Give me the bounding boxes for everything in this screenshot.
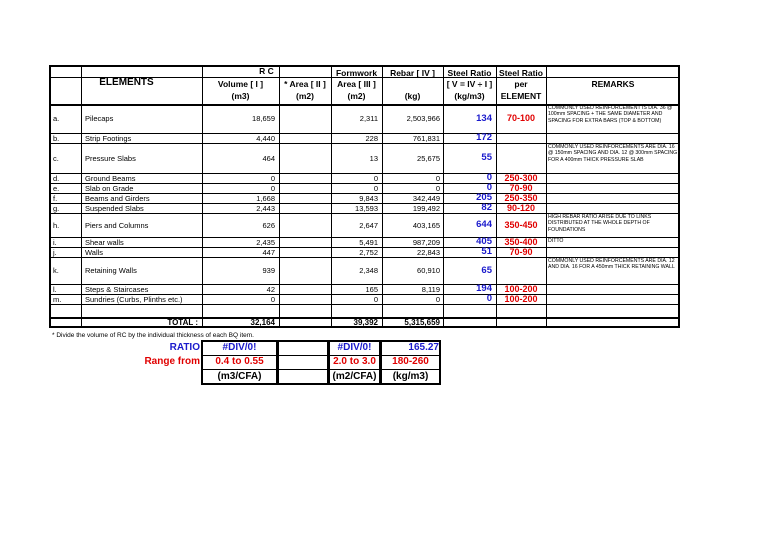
row-code: h.: [53, 220, 60, 230]
blank-ratio-box: [277, 340, 329, 385]
row-remarks: [548, 285, 679, 294]
ratio-label: RATIO: [169, 342, 200, 353]
row-volume: 4,440: [256, 133, 275, 143]
total-label: TOTAL :: [167, 318, 198, 327]
row-formwork: 2,348: [359, 266, 378, 275]
steel-unit: (kg/m3): [454, 91, 485, 101]
row-steel-ratio: 405: [476, 236, 492, 247]
row-formwork: 13: [369, 153, 378, 163]
row-element-name: Steps & Staircases: [85, 284, 149, 294]
row-steel-range: 250-350: [504, 192, 538, 203]
row-element-name: Strip Footings: [85, 133, 132, 143]
rc-ratio-unit: (m3/CFA): [217, 371, 262, 382]
rebar-ratio-value: 165.27: [408, 342, 439, 353]
row-steel-ratio: 82: [481, 202, 492, 213]
row-formwork: 2,311: [359, 114, 378, 123]
row-steel-ratio: 0: [486, 293, 492, 304]
row-code: j.: [53, 247, 57, 257]
row-element-name: Walls: [85, 247, 104, 257]
row-volume: 626: [262, 220, 275, 230]
row-steel-range: 70-90: [509, 182, 533, 193]
row-volume: 18,659: [252, 114, 275, 123]
row-steel-range: 90-120: [506, 202, 536, 213]
row-remarks: COMMONLY USED REINFORCEMENT IS DIA. 36 @ 100mm SPACING + THE SAME DIAMETER AND SPACING FOR EXTRA BARS (TOP & BOTTOM): [548, 105, 673, 124]
rebar-ratio-range: 180-260: [392, 356, 429, 367]
row-remarks: [548, 248, 679, 257]
row-rebar: 2,503,966: [406, 114, 440, 123]
row-steel-range: 350-450: [504, 219, 538, 230]
steel-ratio-header: Steel Ratio: [447, 68, 492, 78]
row-volume: 447: [262, 247, 275, 257]
row-formwork: 2,752: [359, 247, 378, 257]
ratio-summary: [140, 340, 440, 385]
rc-ratio-range: 0.4 to 0.55: [215, 356, 264, 367]
formwork-ratio-value: #DIV/0!: [337, 342, 372, 353]
row-formwork: 13,593: [355, 203, 378, 213]
row-remarks: COMMONLY USED REINFORCEMENTS ARE DIA. 16 @ 150mm SPACING AND DIA. 12 @ 300mm SPACING FOR A 400mm THICK PRESSURE SLAB: [548, 144, 678, 163]
row-steel-ratio: 51: [481, 246, 492, 257]
row-code: a.: [53, 114, 60, 123]
row-code: c.: [53, 153, 59, 163]
row-steel-ratio: 134: [476, 112, 492, 124]
row-remarks: [548, 204, 679, 213]
footnote: * Divide the volume of RC by the individual thickness of each BQ item.: [52, 332, 254, 339]
row-code: f.: [53, 193, 58, 203]
row-code: d.: [53, 173, 60, 183]
row-volume: 1,668: [256, 193, 275, 203]
row-element-name: Retaining Walls: [85, 266, 137, 275]
row-volume: 0: [270, 183, 275, 193]
row-remarks: DITTO: [548, 238, 564, 244]
row-formwork: 2,647: [359, 220, 378, 230]
total-volume: 32,164: [250, 318, 275, 327]
row-steel-ratio: 55: [481, 152, 492, 163]
row-remarks: [548, 184, 679, 193]
row-steel-range: 100-200: [504, 293, 538, 304]
row-steel-ratio: 0: [486, 182, 492, 193]
row-rebar: 25,675: [417, 153, 440, 163]
row-remarks: [548, 134, 679, 143]
row-steel-range: 100-200: [504, 283, 538, 294]
total-rebar: 5,315,659: [404, 318, 440, 327]
row-rebar: 8,119: [421, 284, 440, 294]
row-steel-ratio: 194: [476, 283, 492, 294]
formwork-ratio-unit: (m2/CFA): [332, 371, 377, 382]
row-element-name: Slab on Grade: [85, 183, 134, 193]
row-steel-range: 250-300: [504, 172, 538, 183]
row-rebar: 22,843: [417, 247, 440, 257]
row-formwork: 0: [373, 173, 378, 183]
formwork-area-header: Area [ III ]: [337, 79, 376, 89]
row-formwork: 165: [365, 284, 378, 294]
row-formwork: 228: [365, 133, 378, 143]
row-element-name: Pilecaps: [85, 114, 114, 123]
formwork-ratio-range: 2.0 to 3.0: [333, 356, 376, 367]
row-remarks: [548, 174, 679, 183]
row-element-name: Ground Beams: [85, 173, 136, 183]
row-rebar: 0: [435, 294, 440, 304]
row-rebar: 761,831: [412, 133, 440, 143]
element-header: ELEMENT: [500, 91, 542, 101]
elements-header: ELEMENTS: [99, 77, 154, 88]
row-volume: 0: [270, 173, 275, 183]
row-volume: 464: [262, 153, 275, 163]
per-header: per: [514, 79, 528, 89]
row-element-name: Shear walls: [85, 237, 124, 247]
row-rebar: 199,492: [412, 203, 440, 213]
row-element-name: Piers and Columns: [85, 220, 149, 230]
volume-header: Volume [ I ]: [217, 79, 264, 89]
row-formwork: 5,491: [359, 237, 378, 247]
row-code: g.: [53, 203, 60, 213]
row-volume: 2,435: [256, 237, 275, 247]
row-element-name: Sundries (Curbs, Plinths etc.): [85, 294, 183, 304]
rebar-ratio-unit: (kg/m3): [392, 371, 429, 382]
row-steel-range: 70-90: [509, 246, 533, 257]
rc-header: R C: [259, 66, 274, 76]
row-code: l.: [53, 284, 57, 294]
row-remarks: COMMONLY USED REINFORCEMENTS ARE DIA. 12 AND DIA. 16 FOR A 450mm THICK RETAINING WALL: [548, 258, 675, 271]
total-formwork: 39,392: [353, 318, 378, 327]
row-remarks: [548, 194, 679, 203]
row-rebar: 0: [435, 183, 440, 193]
range-label: Range from: [144, 356, 200, 367]
area-header: * Area [ II ]: [284, 79, 326, 89]
row-element-name: Suspended Slabs: [85, 203, 144, 213]
rebar-header: Rebar [ IV ]: [390, 68, 435, 78]
row-volume: 2,443: [256, 203, 275, 213]
row-element-name: Pressure Slabs: [85, 153, 136, 163]
rc-ratio-value: #DIV/0!: [222, 342, 257, 353]
row-steel-ratio: 65: [481, 264, 492, 276]
row-code: i.: [53, 237, 57, 247]
area-unit: (m2): [296, 91, 314, 101]
row-rebar: 987,209: [412, 237, 440, 247]
row-formwork: 9,843: [359, 193, 378, 203]
row-remarks: [548, 295, 679, 304]
rc-quantity-table: [49, 65, 680, 328]
steel-formula: [ V = IV ÷ I ]: [446, 79, 493, 89]
rebar-unit: (kg): [404, 91, 421, 101]
row-code: b.: [53, 133, 60, 143]
remarks-header: REMARKS: [591, 79, 635, 89]
volume-unit: (m3): [231, 91, 250, 101]
row-steel-ratio: 205: [476, 192, 492, 203]
row-rebar: 342,449: [412, 193, 440, 203]
row-steel-ratio: 172: [476, 132, 492, 143]
formwork-header: Formwork: [335, 68, 378, 78]
row-code: e.: [53, 183, 60, 193]
row-steel-ratio: 644: [476, 219, 492, 230]
formwork-unit: (m2): [347, 91, 366, 101]
row-code: k.: [53, 266, 59, 275]
row-steel-ratio: 0: [486, 172, 492, 183]
row-volume: 0: [270, 294, 275, 304]
row-element-name: Beams and Girders: [85, 193, 150, 203]
row-remarks: HIGH REBAR RATIO ARISE DUE TO LINKS DISTRIBUTED AT THE WHOLE DEPTH OF FOUNDATIONS: [548, 214, 652, 233]
row-rebar: 403,165: [412, 220, 440, 230]
row-rebar: 0: [435, 173, 440, 183]
row-formwork: 0: [373, 183, 378, 193]
row-steel-range: 70-100: [506, 113, 536, 123]
row-volume: 42: [266, 284, 275, 294]
row-volume: 939: [262, 266, 275, 275]
row-formwork: 0: [373, 294, 378, 304]
row-rebar: 60,910: [417, 266, 440, 275]
row-steel-range: 350-400: [504, 236, 538, 247]
row-code: m.: [53, 294, 62, 304]
steel-ratio-element-header: Steel Ratio: [499, 68, 543, 78]
